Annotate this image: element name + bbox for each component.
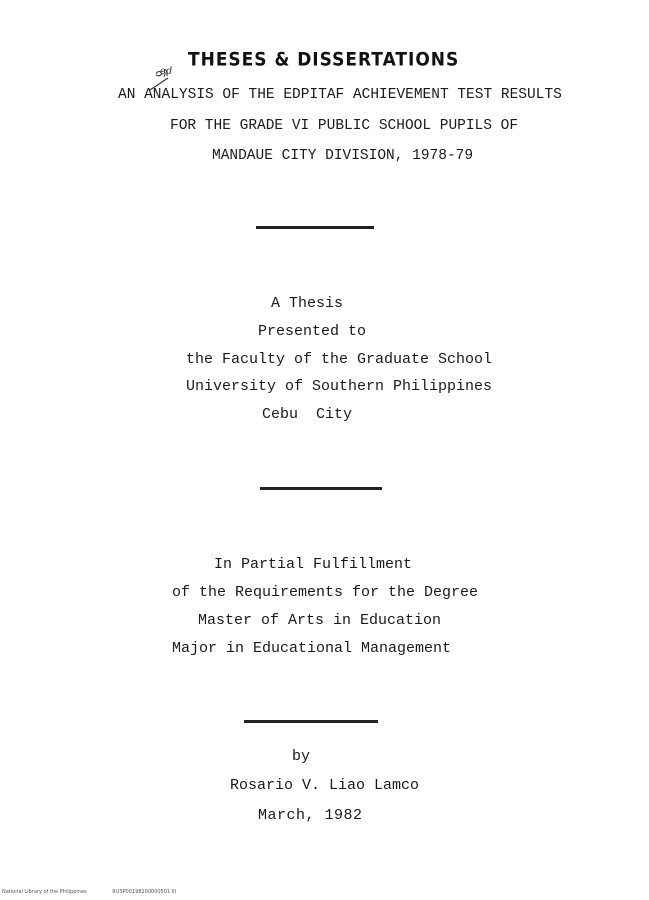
title-line-3: MANDAUE CITY DIVISION, 1978-79: [212, 148, 474, 164]
title-line-2: FOR THE GRADE VI PUBLIC SCHOOL PUPILS OF: [170, 118, 519, 134]
by-label: by: [292, 748, 311, 765]
divider-rule-1: [256, 226, 374, 229]
submission-date: March, 1982: [258, 807, 363, 824]
presentation-line-3: the Faculty of the Graduate School: [186, 351, 493, 368]
fulfillment-line-1: In Partial Fulfillment: [214, 556, 413, 573]
presentation-line-4: University of Southern Philippines: [186, 378, 493, 395]
fulfillment-line-2: of the Requirements for the Degree: [172, 584, 479, 601]
title-line-1: AN ANALYSIS OF THE EDPITAF ACHIEVEMENT TEST RESULTS: [118, 87, 562, 103]
divider-rule-3: [244, 720, 378, 723]
presentation-line-1: A Thesis: [271, 295, 344, 312]
archive-code: RUSP00198200000501 III: [112, 889, 177, 895]
fulfillment-line-4: Major in Educational Management: [172, 640, 452, 657]
library-footer: [2, 889, 200, 895]
author-name: Rosario V. Liao Lamco: [230, 777, 420, 794]
library-name: National Library of the Philippines: [2, 889, 87, 895]
presentation-line-5: Cebu City: [262, 406, 353, 423]
fulfillment-line-3: Master of Arts in Education: [198, 612, 442, 629]
presentation-line-2: Presented to: [258, 323, 367, 340]
divider-rule-2: [260, 487, 382, 490]
handwritten-note: ed: [160, 66, 173, 77]
theses-dissertations-stamp: THESES & DISSERTATIONS: [188, 49, 460, 71]
